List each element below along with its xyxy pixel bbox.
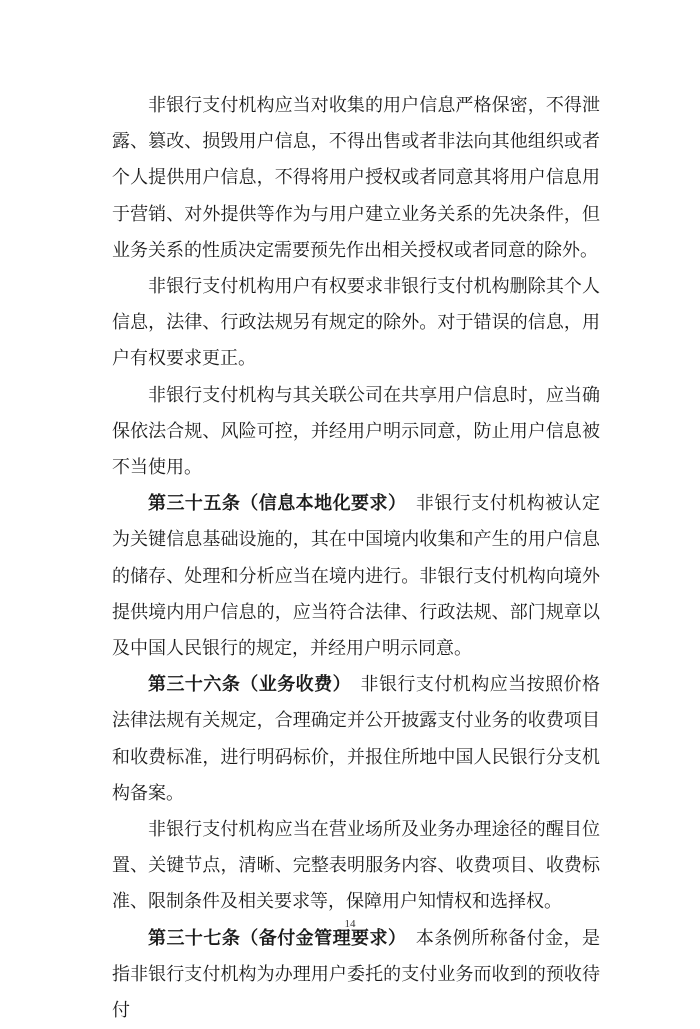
article-36	[112, 667, 600, 812]
paragraph-text: 非银行支付机构与其关联公司在共享用户信息时，应当确保依法合规、风险可控，并经用户明示同意，防止用户信息被不当使用。	[112, 384, 600, 479]
paragraph-user-info-confidentiality	[112, 88, 600, 269]
paragraph-text: 非银行支付机构用户有权要求非银行支付机构删除其个人信息，法律、行政法规另有规定的除外。对于错误的信息，用户有权要求更正。	[112, 276, 600, 370]
article-35	[112, 486, 600, 667]
article-37	[112, 921, 600, 1029]
paragraph-fee-disclosure	[112, 812, 600, 921]
article-35-text: 非银行支付机构被认定为关键信息基础设施的，其在中国境内收集和产生的用户信息的储存、处理和分析应当在境内进行。非银行支付机构向境外提供境内用户信息的，应当符合法律、行政法规、部门规章以及中国人民银行的规定，并经用户明示同意。	[112, 493, 601, 660]
article-37-title: 第三十七条（备付金管理要求）	[148, 927, 398, 949]
article-36-text: 非银行支付机构应当按照价格法律法规有关规定，合理确定并公开披露支付业务的收费项目和收费标准，进行明码标价，并报住所地中国人民银行分支机构备案。	[112, 674, 601, 804]
paragraph-text: 非银行支付机构应当在营业场所及业务办理途径的醒目位置、关键节点，清晰、完整表明服务内容、收费项目、收费标准、限制条件及相关要求等，保障用户知情权和选择权。	[112, 819, 600, 913]
paragraph-user-info-deletion	[112, 269, 600, 378]
article-37-text: 本条例所称备付金，是指非银行支付机构为办理用户委托的支付业务而收到的预收待付	[112, 927, 601, 1022]
paragraph-text: 非银行支付机构应当对收集的用户信息严格保密，不得泄露、篡改、损毁用户信息，不得出售或者非法向其他组织或者个人提供用户信息，不得将用户授权或者同意其将用户信息用于营销、对外提供等作为与用户建立业务关系的先决条件，但业务关系的性质决定需要预先作出相关授权或者同意的除外。	[112, 95, 600, 261]
document-body	[112, 88, 600, 1029]
paragraph-user-info-sharing	[112, 378, 600, 487]
article-36-title: 第三十六条（业务收费）	[148, 674, 343, 696]
article-35-title: 第三十五条（信息本地化要求）	[148, 493, 398, 515]
page-number: 14	[344, 918, 356, 930]
